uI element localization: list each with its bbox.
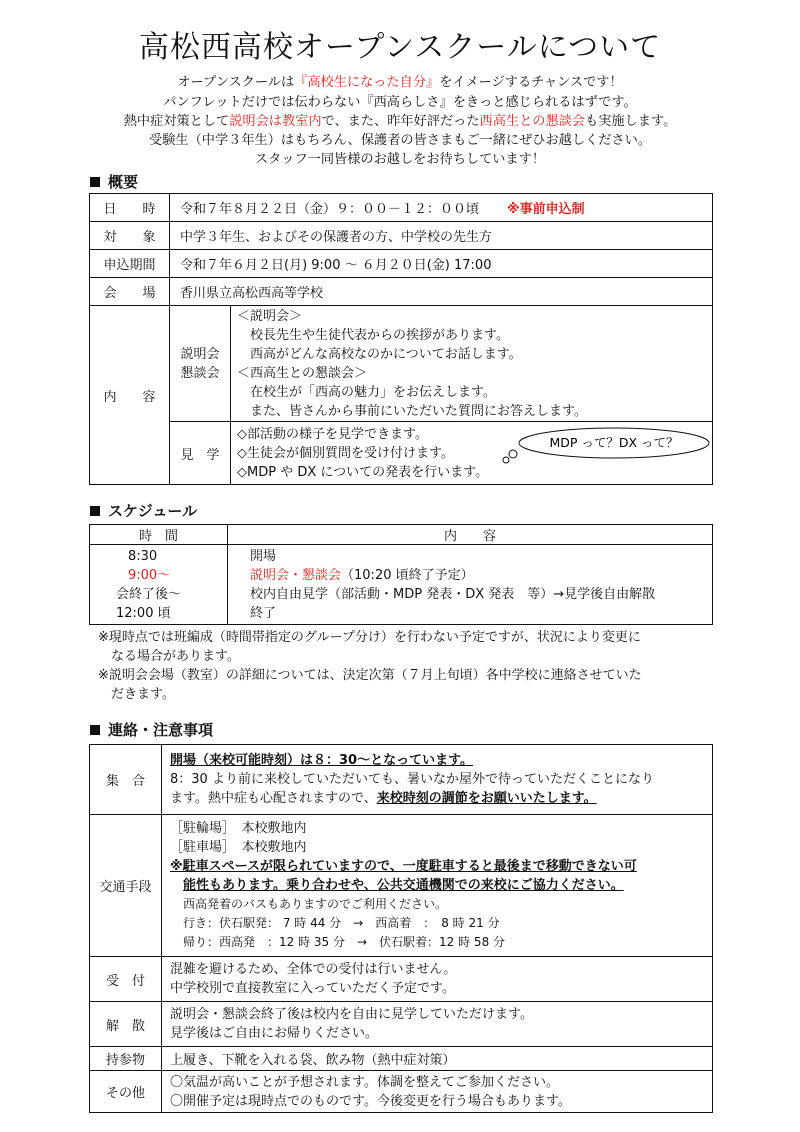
briefing-line: ＜説明会＞ (237, 308, 303, 324)
schedule-col-time: 時 間 (90, 525, 228, 545)
other-content (162, 1071, 713, 1113)
section-title: スケジュール (108, 502, 198, 520)
overview-heading (90, 171, 138, 192)
thought-bubble (498, 425, 713, 465)
other-label: その他 (90, 1071, 162, 1113)
schedule-time: 12:00 頃 (116, 606, 171, 621)
transport-line: ［駐車場］ 本校敷地内 (170, 840, 307, 855)
briefing-label (170, 306, 231, 422)
bubble-text: MDP って？DX って？ (549, 435, 679, 450)
briefing-line: また、皆さんから事前にいただいた質問にお答えします。 (237, 403, 587, 419)
tour-label: 見 学 (170, 422, 231, 485)
dismiss-label: 解 散 (90, 1002, 162, 1047)
schedule-item: 校内自由見学（部活動・MDP 発表・DX 発表 等）→見学後自由解散 (250, 587, 656, 602)
reception-line: 中学校別で直接教室に入っていただく予定です。 (170, 981, 455, 996)
date-cell (170, 194, 713, 222)
square-bullet-icon (90, 725, 100, 735)
reception-content (162, 957, 713, 1002)
bus-line: 帰り：西高発 ：12 時 35 分 → 伏石駅着：12 時 58 分 (183, 935, 506, 949)
reception-label: 受 付 (90, 957, 162, 1002)
schedule-item (250, 566, 712, 585)
schedule-col-content: 内 容 (228, 525, 713, 545)
intro-line-3 (0, 110, 800, 129)
dismiss-content (162, 1002, 713, 1047)
bus-line: 行き：伏石駅発： 7 時 44 分 → 西高着 ： 8 時 21 分 (183, 916, 500, 930)
schedule-item-highlight: 説明会・懇談会 (250, 568, 342, 583)
venue-label: 会 場 (90, 278, 170, 306)
transport-content (162, 815, 713, 957)
intro-highlight: 説明会は教室内 (229, 114, 322, 129)
date-value: 令和７年８月２２日（金）９：００－１２：００頃 (180, 202, 480, 217)
target-value: 中学３年生、およびその保護者の方、中学校の先生方 (170, 222, 713, 250)
content-label: 内 容 (90, 306, 170, 485)
intro-line-5: スタッフ一同皆様のお越しをお待ちしています！ (254, 152, 546, 167)
tour-line: ◇部活動の様子を見学できます。 (237, 426, 428, 442)
target-label: 対 象 (90, 222, 170, 250)
items-label: 持参物 (90, 1047, 162, 1071)
transport-line: ［駐輪場］ 本校敷地内 (170, 821, 307, 836)
assemble-line: 8：30 より前に来校していただいても、暑いなか屋外で待っていただくことになり (170, 772, 654, 787)
briefing-label-2: 懇談会 (180, 365, 220, 381)
schedule-time: 9:00～ (128, 568, 171, 583)
schedule-note: ※現時点では班編成（時間帯指定のグループ分け）を行わない予定ですが、状況により変更に (98, 630, 641, 645)
assemble-content (162, 745, 713, 815)
intro-line-2: パンフレットだけでは伝わらない『西高らしさ』をきっと感じられるはずです。 (163, 95, 637, 110)
apply-value: 令和７年６月２日(月) 9:00 ～ ６月２０日(金) 17:00 (170, 250, 713, 278)
venue-value: 香川県立高松西高等学校 (170, 278, 713, 306)
schedule-note: だきます。 (98, 687, 175, 702)
assemble-line (170, 789, 712, 808)
section-title: 連絡・注意事項 (108, 721, 214, 739)
square-bullet-icon (90, 177, 100, 187)
tour-line: ◇生徒会が個別質問を受け付けます。 (237, 445, 454, 461)
intro-text: 熱中症対策として (123, 114, 230, 129)
schedule-table (89, 524, 713, 625)
intro-line-1 (0, 71, 800, 90)
schedule-notes (98, 628, 642, 704)
schedule-time: 会終了後～ (116, 587, 182, 602)
intro-text: オープンスクールは (177, 75, 295, 90)
transport-warning: 能性もあります。乗り合わせや、公共交通機関での来校にご協力ください。 (183, 878, 624, 893)
schedule-times (90, 545, 228, 625)
briefing-line: 在校生が「西高の魅力」をお伝えします。 (237, 384, 496, 400)
contact-table (89, 744, 713, 1113)
bus-line: 西高発着のバスもありますのでご利用ください。 (183, 897, 448, 911)
other-line: 〇開催予定は現時点でのものです。今後変更を行う場合もあります。 (170, 1093, 571, 1109)
briefing-line: 校長先生や生徒代表からの挨拶があります。 (237, 327, 509, 343)
dismiss-line: 見学後はご自由にお帰りください。 (170, 1026, 379, 1041)
square-bullet-icon (90, 506, 100, 516)
intro-highlight: 西高生との懇談会 (479, 114, 586, 129)
schedule-time: 8:30 (128, 549, 158, 564)
dismiss-line: 説明会・懇談会終了後は校内を自由に見学していただけます。 (170, 1007, 533, 1022)
contact-heading (90, 719, 213, 740)
schedule-items (228, 545, 713, 625)
date-label: 日 時 (90, 194, 170, 222)
intro-highlight: 『高校生になった自分』 (294, 75, 440, 90)
schedule-item-note: （10:20 頃終了予定） (341, 568, 474, 583)
date-note: ※事前申込制 (507, 202, 585, 217)
schedule-heading (90, 500, 197, 521)
briefing-label-1: 説明会 (180, 346, 220, 362)
transport-label: 交通手段 (90, 815, 162, 957)
assemble-emphasis: 来校時刻の調節をお願いいたします。 (376, 791, 597, 806)
briefing-content (231, 306, 713, 422)
section-title: 概要 (108, 173, 139, 191)
assemble-label: 集 合 (90, 745, 162, 815)
assemble-line: 開場（来校可能時刻）は８：30～となっています。 (170, 753, 474, 768)
intro-line-4: 受験生（中学３年生）はもちろん、保護者の皆さまもご一緒にぜひお越しください。 (149, 133, 651, 148)
transport-warning: ※駐車スペースが限られていますので、一度駐車すると最後まで移動できない可 (170, 859, 637, 874)
schedule-item: 開場 (250, 549, 277, 564)
schedule-note: なる場合があります。 (98, 649, 240, 664)
tour-line: ◇MDP や DX についての発表を行います。 (237, 464, 489, 480)
intro-text: をイメージするチャンスです！ (439, 75, 623, 90)
schedule-note: ※説明会会場（教室）の詳細については、決定次第（７月上旬頃）各中学校に連絡させていた (98, 668, 642, 683)
assemble-text: ます。熱中症も心配されますので、 (170, 791, 377, 806)
reception-line: 混雑を避けるため、全体での受付は行いません。 (170, 962, 457, 977)
intro-text: で、また、昨年好評だった (321, 114, 480, 129)
briefing-line: 西高がどんな高校なのかについてお話します。 (237, 346, 522, 362)
other-line: 〇気温が高いことが予想されます。体調を整えてご参加ください。 (170, 1074, 559, 1090)
page-title: 高松西高校オープンスクールについて (138, 30, 662, 65)
briefing-line: ＜西高生との懇談会＞ (237, 365, 368, 381)
schedule-item: 終了 (250, 606, 277, 621)
intro-text: も実施します。 (585, 114, 677, 129)
items-value: 上履き、下靴を入れる袋、飲み物（熱中症対策） (162, 1047, 713, 1071)
apply-label: 申込期間 (90, 250, 170, 278)
